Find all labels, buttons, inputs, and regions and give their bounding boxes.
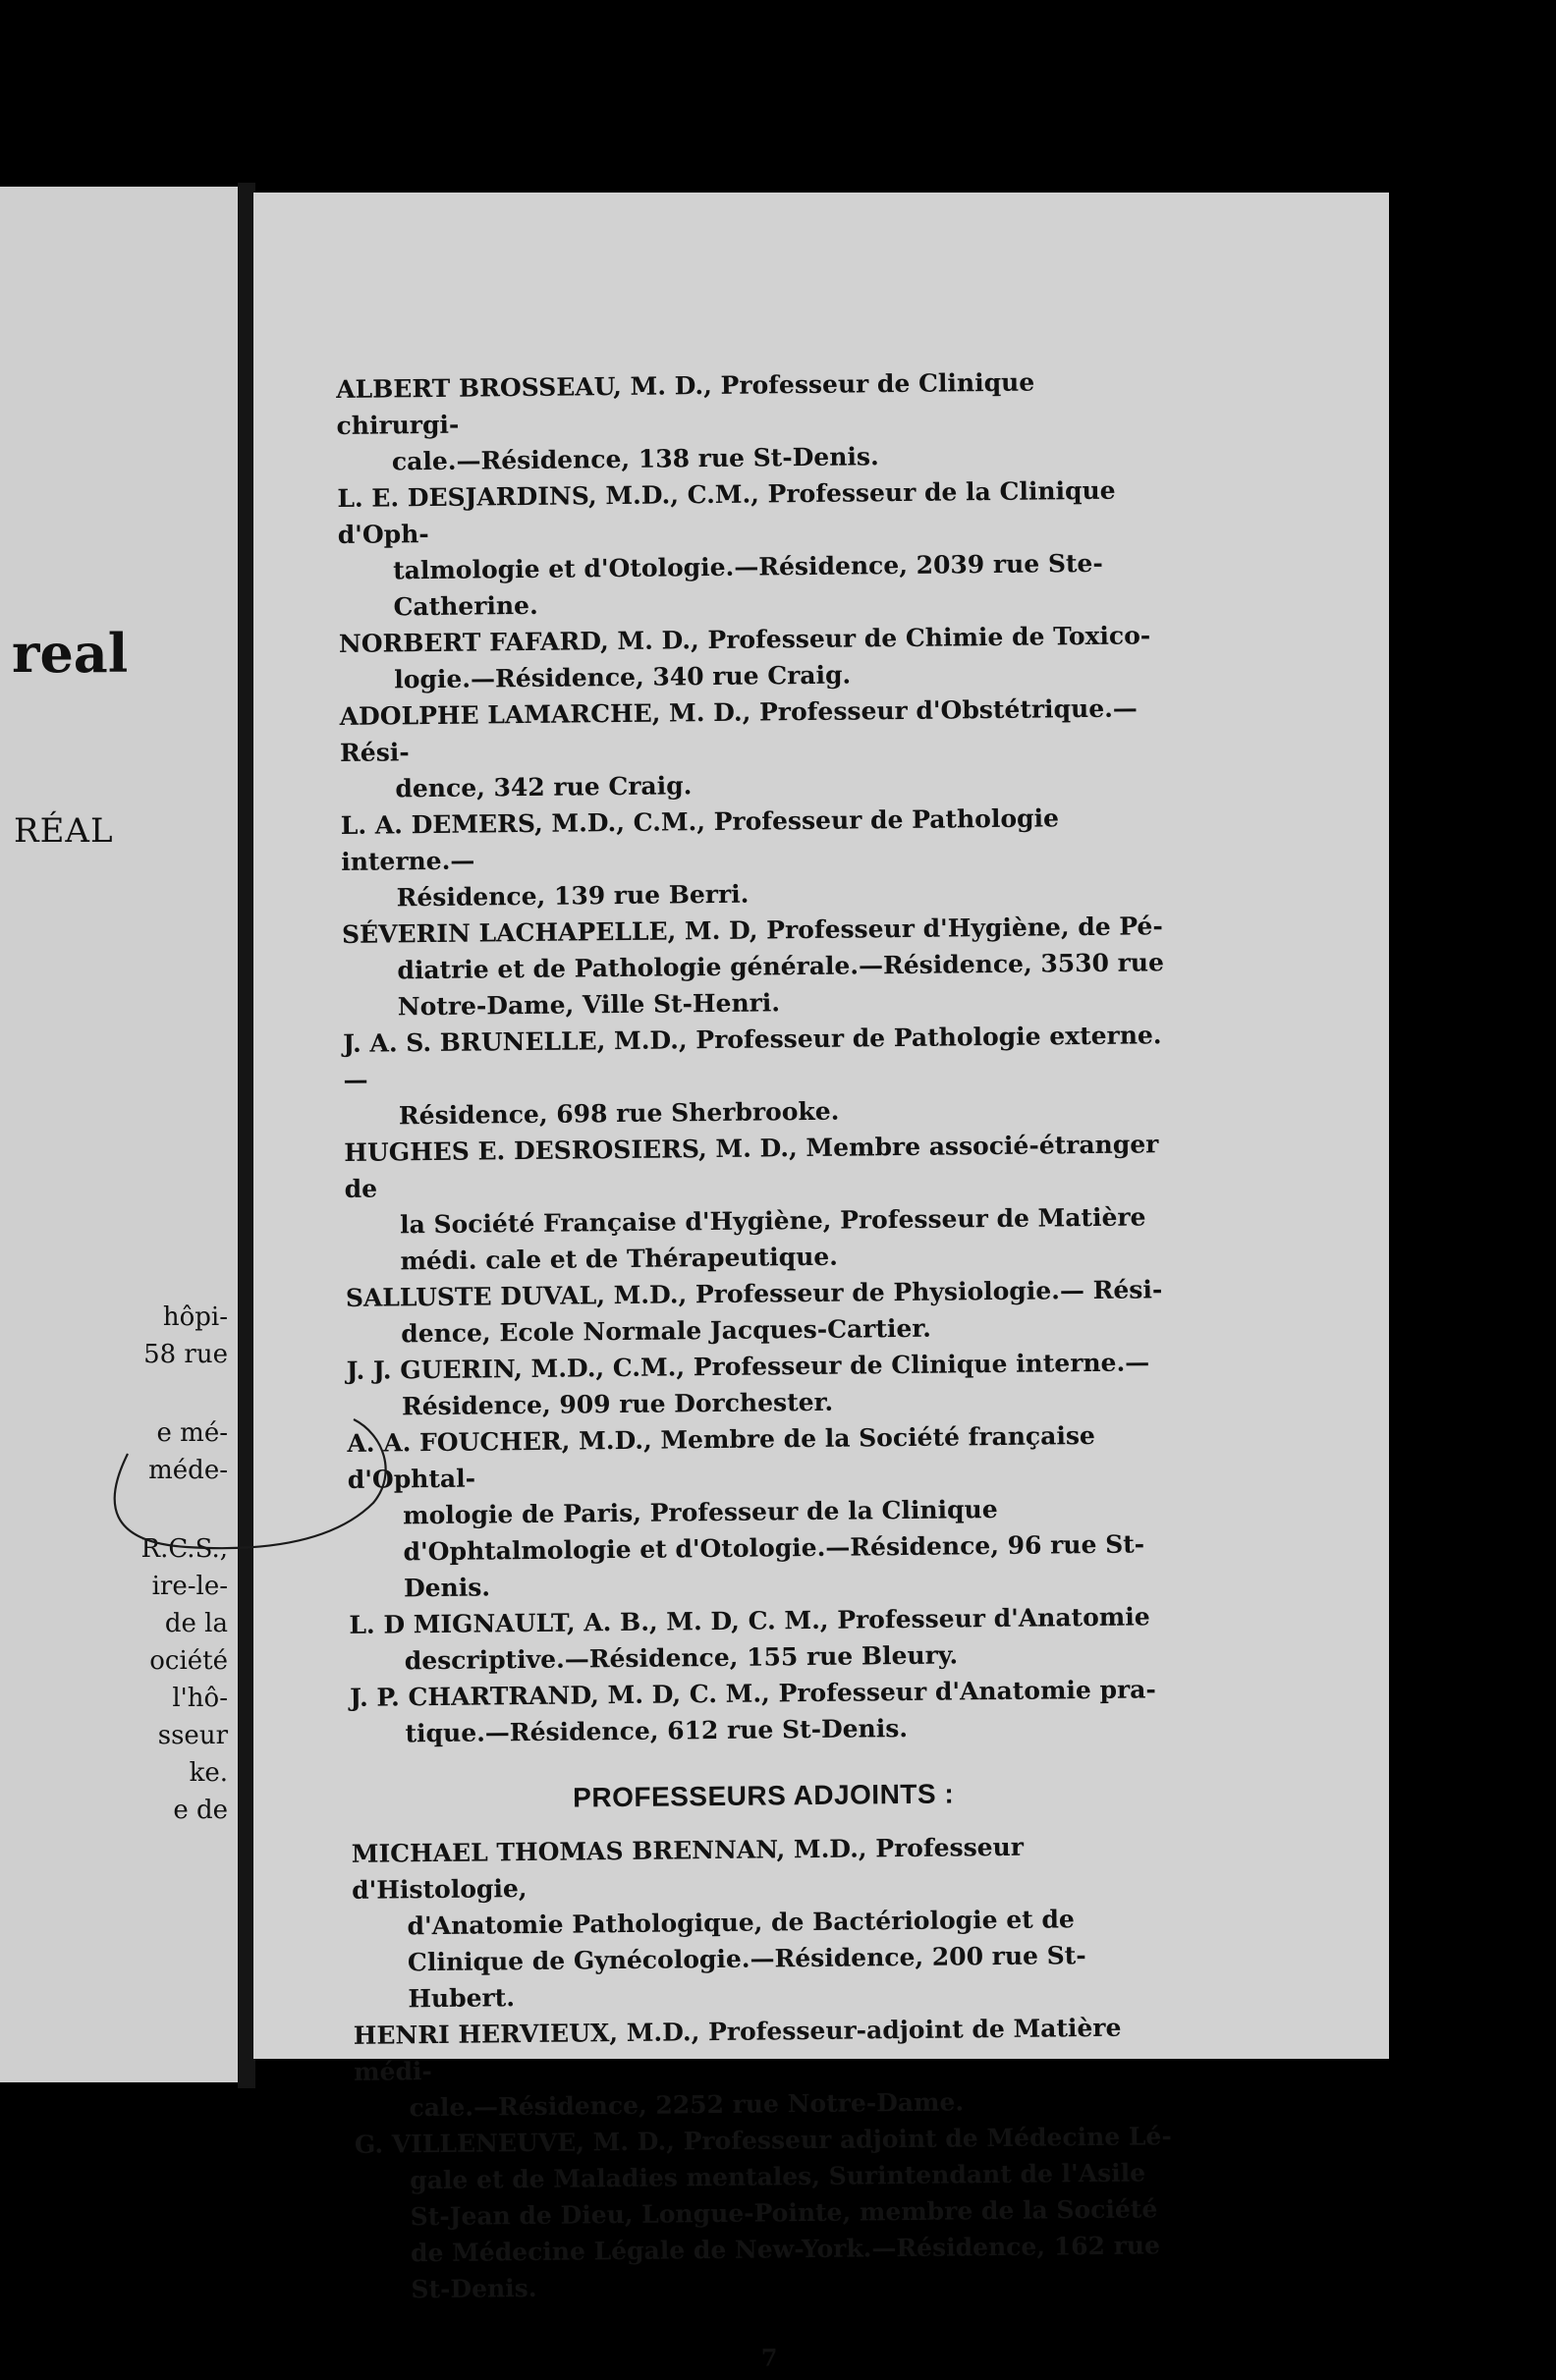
right-page: [253, 193, 1389, 2372]
left-page-line: e mé-: [156, 1418, 228, 1448]
left-page-line: 58 rue: [143, 1340, 228, 1369]
left-page-subtitle-fragment: RÉAL: [14, 811, 114, 851]
section-heading: PROFESSEURS ADJOINTS :: [573, 1778, 955, 1813]
left-page-fragment: [0, 187, 242, 2082]
adjoint-entry: HENRI HERVIEUX, M.D., Professeur-adjoint de Matière médi- cale.—Résidence, 2252 rue Notre-Dame.: [353, 2013, 1122, 2123]
professor-entry: L. E. DESJARDINS, M.D., C.M., Professeur de la Clinique d'Oph- talmologie et d'Otologie.—Résidence, 2039 rue Ste-Catherine.: [337, 475, 1116, 622]
left-page-line: de la: [164, 1609, 228, 1638]
adjoint-entry: G. VILLENEUVE, M. D., Professeur adjoint de Médecine Lé- gale et de Maladies mentales, Surintendant de l'Asile St-Jean de Dieu, Longue-Pointe, membre de la Société de Médecine Légale de New-York.—Résidence, 162 rue St-Denis.: [354, 2122, 1172, 2304]
professor-entry: L. D MIGNAULT, A. B., M. D, C. M., Professeur d'Anatomie descriptive.—Résidence, 155 rue Bleury.: [349, 1602, 1150, 1676]
professor-entry: ADOLPHE LAMARCHE, M. D., Professeur d'Obstétrique.—Rési- dence, 342 rue Craig.: [339, 693, 1139, 803]
professor-entry: L. A. DEMERS, M.D., C.M., Professeur de Pathologie interne.— Résidence, 139 rue Berri.: [340, 803, 1060, 913]
page-number: 7: [760, 2343, 778, 2372]
left-page-line: méde-: [148, 1456, 228, 1485]
left-page-title-fragment: real: [12, 622, 129, 685]
left-page-line: l'hô-: [172, 1684, 228, 1713]
adjoint-entry: MICHAEL THOMAS BRENNAN, M.D., Professeur d'Histologie, d'Anatomie Pathologique, de Bactériologie et de Clinique de Gynécologie.—Résidence, 200 rue St-Hubert.: [351, 1832, 1086, 2014]
faculty-list: [336, 362, 1182, 2380]
left-page-line: hôpi-: [162, 1302, 228, 1332]
left-page-line: ire-le-: [151, 1572, 228, 1601]
professor-entry: A. A. FOUCHER, M.D., Membre de la Société française d'Ophtal- mologie de Paris, Professeur de la Clinique d'Ophtalmologie et d'Otologie.—Résidence, 96 rue St-Denis.: [347, 1420, 1145, 1603]
professor-entry: SALLUSTE DUVAL, M.D., Professeur de Physiologie.— Rési- dence, Ecole Normale Jacques-Cartier.: [345, 1275, 1163, 1349]
pen-mark-scribble: [98, 1414, 413, 1631]
professor-entry: HUGHES E. DESROSIERS, M. D., Membre associé-étranger de la Société Française d'Hygiène, Professeur de Matière médi. cale et de Thérapeutique.: [344, 1130, 1159, 1276]
left-page-line: ke.: [189, 1758, 228, 1788]
professor-entry: SÉVERIN LACHAPELLE, M. D, Professeur d'Hygiène, de Pé- diatrie et de Pathologie générale.—Résidence, 3530 rue Notre-Dame, Ville St-Henri.: [341, 912, 1165, 1022]
professor-entry: NORBERT FAFARD, M. D., Professeur de Chimie de Toxico- logie.—Résidence, 340 rue Craig.: [338, 621, 1151, 694]
left-page-line: ociété: [149, 1646, 228, 1676]
professor-entry: J. A. S. BRUNELLE, M.D., Professeur de Pathologie externe.— Résidence, 698 rue Sherbrooke.: [343, 1021, 1162, 1131]
professor-entry: J. J. GUERIN, M.D., C.M., Professeur de Clinique interne.— Résidence, 909 rue Dorchester.: [346, 1348, 1150, 1421]
professor-entry: J. P. CHARTRAND, M. D, C. M., Professeur d'Anatomie pra- tique.—Résidence, 612 rue St-Denis.: [349, 1675, 1156, 1748]
left-page-line: e de: [173, 1796, 228, 1825]
left-page-line: sseur: [157, 1721, 228, 1750]
professor-entry: ALBERT BROSSEAU, M. D., Professeur de Clinique chirurgi- cale.—Résidence, 138 rue St-Denis.: [336, 367, 1035, 476]
left-page-line: R.C.S.,: [140, 1534, 228, 1564]
